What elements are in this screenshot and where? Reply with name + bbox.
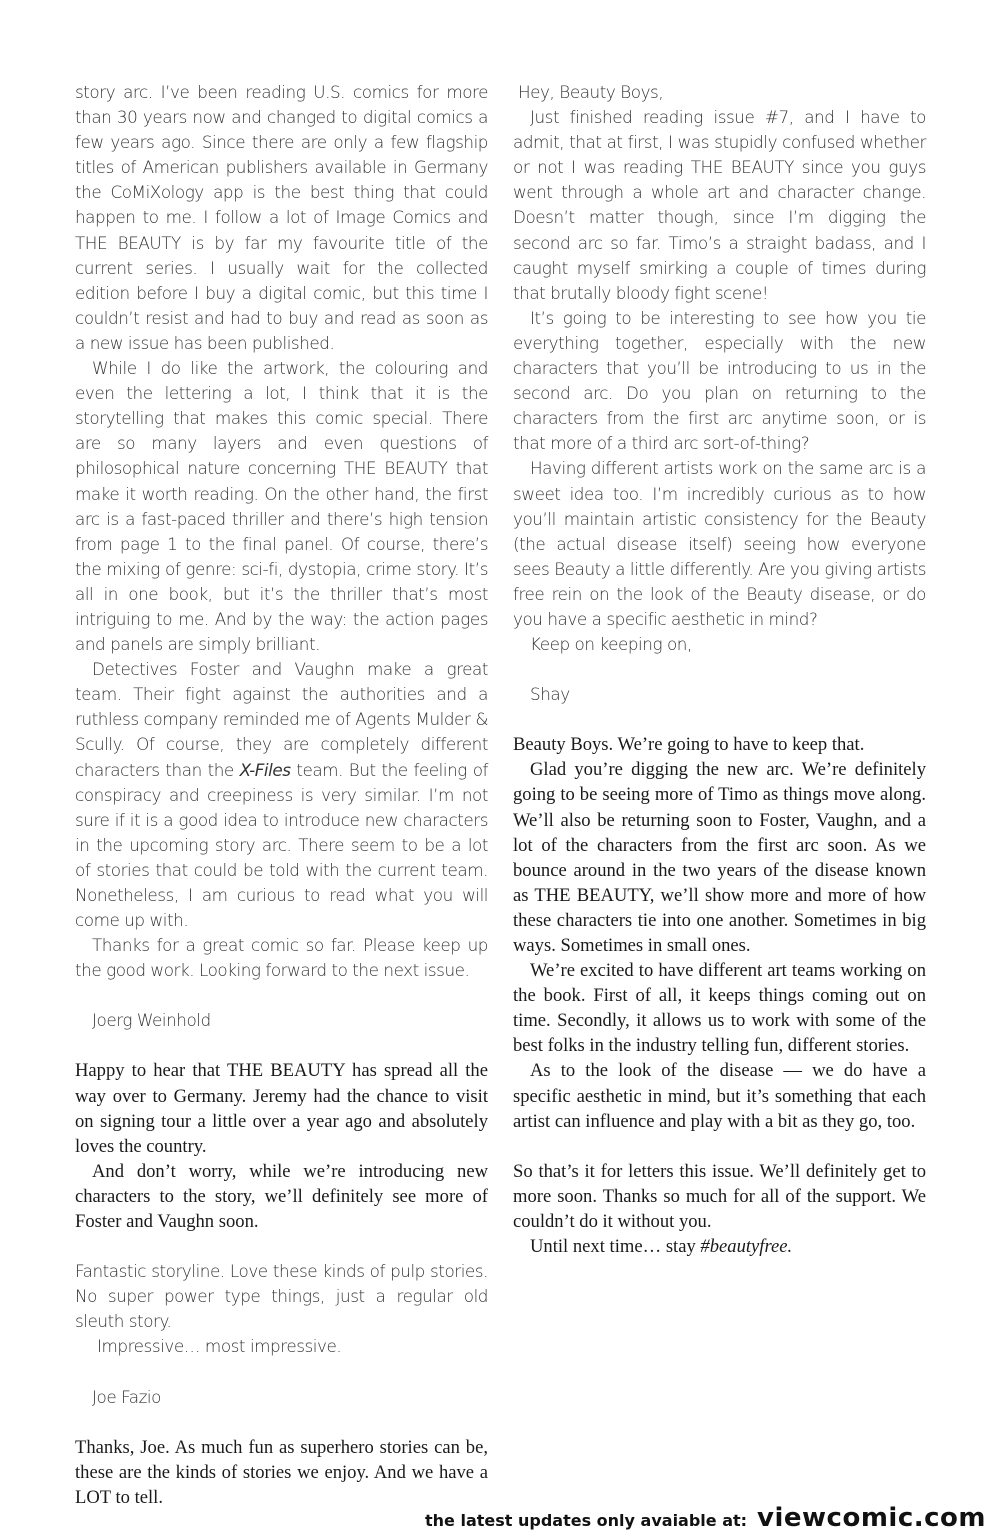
letter-signature: Shay: [530, 684, 570, 705]
letter-paragraph: Detectives Foster and Vaughn make a great team. Their fight against the authorities and a ruthless company reminded me of Agents Mulder & Scully. Of course, they are completely different characters than the X-Files team. But the feeling of conspiracy and creepiness is very similar. I’m not sure if it is a good idea to introduce new characters in the upcoming story arc. There seem to be a lot of stories that could be told with the current team. Nonetheless, I am curious to read what you will come up with.: [75, 659, 489, 931]
letter-shay: [513, 80, 926, 707]
letter-paragraph: Impressive… most impressive.: [97, 1336, 342, 1357]
letter-paragraph: Thanks for a great comic so far. Please keep up the good work. Looking forward to the next issue.: [75, 935, 488, 981]
reply-paragraph: Thanks, Joe. As much fun as superhero stories can be, these are the kinds of stories we enjoy. And we have a LOT to tell.: [75, 1436, 488, 1508]
closing-paragraph: Until next time… stay #beautyfree.: [530, 1236, 793, 1258]
hashtag: #beautyfree.: [700, 1236, 793, 1258]
reply-paragraph: And don’t worry, while we’re introducing new characters to the story, we’ll definitely see more of Foster and Vaughn soon.: [75, 1160, 488, 1233]
letter-paragraph: While I do like the artwork, the colouring and even the lettering a lot, I think that it is the storytelling that makes this comic special. There are so many layers and even questions of philosophical nature concerning THE BEAUTY that make it worth reading. On the other hand, the first arc is a fast-paced thriller and there’s high tension from page 1 to the final panel. Of course, there’s the mixing of genre: sci-fi, dystopia, crime story. It’s all in one book, but it’s the thriller that’s most intriguing to me. And by the way: the action pages and panels are simply brilliant.: [75, 358, 488, 655]
left-column: [75, 80, 488, 1510]
right-column: [513, 80, 926, 1259]
reply-paragraph: Glad you’re digging the new arc. We’re definitely going to be seeing more of Timo as things move along. We’ll also be returning soon to Foster, Vaughn, and a lot of the characters from the first arc soon. As we bounce around in the two years of the disease known as THE BEAUTY, we’ll show more and more of how these characters tie into one another. Sometimes in big ways. Sometimes in small ones.: [513, 759, 926, 956]
letter-joerg: [75, 80, 488, 1033]
closing-remarks: [513, 1159, 926, 1259]
letter-greeting: Hey, Beauty Boys,: [518, 82, 664, 102]
reply-paragraph: Happy to hear that THE BEAUTY has spread all the way over to Germany. Jeremy had the chance to visit on signing tour a little over a year ago and absolutely loves the country.: [75, 1060, 488, 1157]
letter-paragraph: It’s going to be interesting to see how you tie everything together, especially with the new characters that you’ll be introducing to us in the second arc. Do you plan on returning to the characters from the first arc anytime soon, or is that more of a third arc sort-of-thing?: [513, 307, 926, 454]
footer-watermark: [425, 1503, 986, 1533]
reply-paragraph: As to the look of the disease — we do have a specific aesthetic in mind, but it’s something that each artist can influence and play with a bit as they go, too.: [513, 1060, 926, 1132]
letter-signature: Joe Fazio: [92, 1386, 161, 1407]
footer-note: the latest updates only avaiable at:: [425, 1511, 748, 1530]
letter-paragraph: story arc. I’ve been reading U.S. comics for more than 30 years now and changed to digital comics a few years ago. Since there are only a few flagship titles of American publishers available in Germany the CoMiXology app is the best thing that could happen to me. I follow a lot of Image Comics and THE BEAUTY is by far my favourite title of the current series. I usually wait for the collected edition before I buy a digital comic, but this time I couldn’t resist and had to buy and read as soon as a new issue has been published.: [75, 82, 488, 353]
reply-joerg: [75, 1058, 488, 1234]
closing-paragraph: So that’s it for letters this issue. We’ll definitely get to more soon. Thanks so much for all of the support. We couldn’t do it without you.: [513, 1160, 926, 1232]
reply-paragraph: We’re excited to have different art teams working on the book. First of all, it keeps things coming out on time. Secondly, it allows us to work with some of the best folks in the industry telling fun, different stories.: [513, 960, 926, 1057]
letter-closing: Keep on keeping on,: [530, 634, 692, 655]
footer-brand[interactable]: viewcomic.com: [757, 1503, 986, 1533]
letter-paragraph: Fantastic storyline. Love these kinds of pulp stories. No super power type things, just a regular old sleuth story.: [75, 1261, 488, 1332]
reply-paragraph: Beauty Boys. We’re going to have to keep that.: [513, 734, 865, 756]
xfiles-title: X-Files: [239, 759, 291, 780]
letter-signature: Joerg Weinhold: [92, 1010, 211, 1031]
reply-joe: [75, 1435, 488, 1510]
letter-joe: [75, 1259, 488, 1409]
reply-shay: [513, 732, 926, 1134]
letter-paragraph: Just finished reading issue #7, and I have to admit, that at first, I was stupidly confused whether or not I was reading THE BEAUTY since you guys went through a whole art and character change. Doesn’t matter though, since I’m digging the second arc so far. Timo’s a straight badass, and I caught myself smirking a couple of times during that brutally bloody fight scene!: [513, 107, 926, 303]
letter-paragraph: Having different artists work on the same arc is a sweet idea too. I’m incredibly curious as to how you’ll maintain artistic consistency for the Beauty (the actual disease itself) seeing how everyone sees Beauty a little differently. Are you giving artists free rein on the look of the Beauty disease, or do you have a specific aesthetic in mind?: [513, 458, 926, 629]
